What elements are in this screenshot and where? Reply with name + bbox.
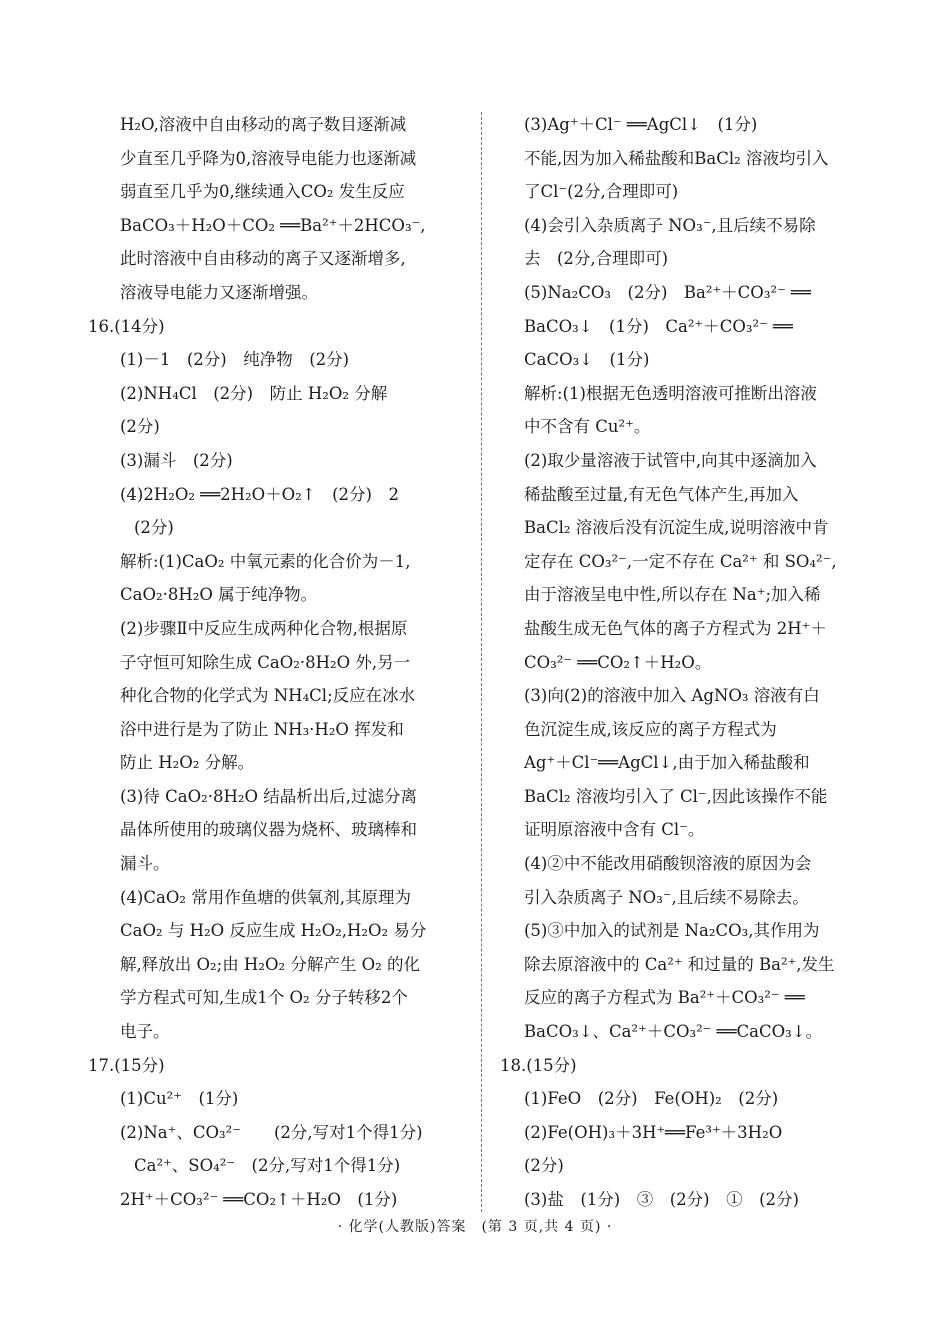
text-line: 解,释放出 O₂;由 H₂O₂ 分解产生 O₂ 的化 [120,954,420,974]
text-line: (3)漏斗 (2分) [120,450,233,470]
text-line: (2分) [120,417,160,437]
text-line: 定存在 CO₃²⁻,一定不存在 Ca²⁺ 和 SO₄²⁻, [524,551,837,571]
text-line: 晶体所使用的玻璃仪器为烧杯、玻璃棒和 [120,820,417,840]
text-line: 弱直至几乎为0,继续通入CO₂ 发生反应 [120,182,405,202]
text-line: (2)Fe(OH)₃＋3H⁺══Fe³⁺＋3H₂O [524,1122,783,1142]
text-line: BaCl₂ 溶液后没有沉淀生成,说明溶液中肯 [524,518,829,538]
text-line: (2)取少量溶液于试管中,向其中逐滴加入 [524,450,817,470]
text-line: BaCO₃＋H₂O＋CO₂ ══Ba²⁺＋2HCO₃⁻, [120,215,426,235]
text-line: (1)Cu²⁺ (1分) [120,1089,239,1109]
text-line: BaCl₂ 溶液均引入了 Cl⁻,因此该操作不能 [524,786,828,806]
text-line: CaCO₃↓ (1分) [524,350,650,370]
text-line: (5)③中加入的试剂是 Na₂CO₃,其作用为 [524,921,820,941]
text-line: 证明原溶液中含有 Cl⁻。 [524,820,705,840]
text-line: 由于溶液呈电中性,所以存在 Na⁺;加入稀 [524,585,821,605]
text-line: 色沉淀生成,该反应的离子方程式为 [524,719,777,739]
text-line: Ag⁺＋Cl⁻══AgCl↓,由于加入稀盐酸和 [524,753,810,773]
text-line: 漏斗。 [120,854,170,874]
text-line: 中不含有 Cu²⁺。 [524,417,651,437]
text-line: 浴中进行是为了防止 NH₃·H₂O 挥发和 [120,719,404,739]
text-line: 引入杂质离子 NO₃⁻,且后续不易除去。 [524,887,809,907]
text-line: 种化合物的化学式为 NH₄Cl;反应在冰水 [120,686,416,706]
text-line: CaO₂·8H₂O 属于纯净物。 [120,585,318,605]
right-column [500,108,864,1217]
left-column [88,108,462,1217]
question-heading-17: 17.(15分) [88,1055,165,1075]
analysis-line: 解析:(1)CaO₂ 中氧元素的化合价为－1, [120,551,411,571]
text-line: (4)CaO₂ 常用作鱼塘的供氧剂,其原理为 [120,887,411,907]
text-line: 不能,因为加入稀盐酸和BaCl₂ 溶液均引入 [524,148,829,168]
question-heading-16: 16.(14分) [88,316,165,336]
text-line: 稀盐酸至过量,有无色气体产生,再加入 [524,484,799,504]
text-line: 电子。 [120,1022,170,1042]
text-line: BaCO₃↓、Ca²⁺＋CO₃²⁻ ══CaCO₃↓。 [524,1022,823,1042]
text-line: 学方程式可知,生成1个 O₂ 分子转移2个 [120,988,408,1008]
text-line: 了Cl⁻(2分,合理即可) [524,182,679,202]
question-heading-18: 18.(15分) [500,1055,577,1075]
text-line: (2分) [524,1156,564,1176]
text-line: 反应的离子方程式为 Ba²⁺＋CO₃²⁻ ══ [524,988,805,1008]
text-line: 溶液导电能力又逐渐增强。 [120,282,318,302]
analysis-line: 解析:(1)根据无色透明溶液可推断出溶液 [524,383,817,403]
text-line: (4)会引入杂质离子 NO₃⁻,且后续不易除 [524,215,816,235]
text-line: (3)向(2)的溶液中加入 AgNO₃ 溶液有白 [524,686,820,706]
column-divider [481,112,482,1212]
text-line: 子守恒可知除生成 CaO₂·8H₂O 外,另一 [120,652,411,672]
text-line: (2分) [134,518,174,538]
text-line: (2)步骤Ⅱ中反应生成两种化合物,根据原 [120,618,408,638]
text-line: (1)FeO (2分) Fe(OH)₂ (2分) [524,1089,779,1109]
text-line: (5)Na₂CO₃ (2分) Ba²⁺＋CO₃²⁻ ══ [524,282,811,302]
text-line: (4)②中不能改用硝酸钡溶液的原因为会 [524,854,812,874]
text-line: (2)Na⁺、CO₃²⁻ (2分,写对1个得1分) [120,1122,423,1142]
text-line: H₂O,溶液中自由移动的离子数目逐渐减 [120,115,407,134]
text-line: (2)NH₄Cl (2分) 防止 H₂O₂ 分解 [120,383,388,403]
text-line: (3)待 CaO₂·8H₂O 结晶析出后,过滤分离 [120,786,417,806]
text-line: (3)盐 (1分) ③ (2分) ① (2分) [524,1190,799,1209]
text-line: (4)2H₂O₂ ══2H₂O＋O₂↑ (2分) 2 [120,484,399,504]
text-line: 去 (2分,合理即可) [524,249,669,269]
page-footer: · 化学(人教版)答案 (第 3 页,共 4 页) · [337,1219,613,1235]
text-line: 此时溶液中自由移动的离子又逐渐增多, [120,249,406,269]
text-line: (1)－1 (2分) 纯净物 (2分) [120,350,350,370]
text-line: 少直至几乎降为0,溶液导电能力也逐渐减 [120,148,417,168]
text-line: BaCO₃↓ (1分) Ca²⁺＋CO₃²⁻ ══ [524,316,793,336]
text-line: 2H⁺＋CO₃²⁻ ══CO₂↑＋H₂O (1分) [120,1190,398,1209]
text-line: 除去原溶液中的 Ca²⁺ 和过量的 Ba²⁺,发生 [524,954,835,974]
text-line: 防止 H₂O₂ 分解。 [120,753,255,773]
text-line: Ca²⁺、SO₄²⁻ (2分,写对1个得1分) [134,1156,401,1176]
text-line: CO₃²⁻ ══CO₂↑＋H₂O。 [524,652,712,672]
text-line: (3)Ag⁺＋Cl⁻ ══AgCl↓ (1分) [524,115,758,134]
text-line: CaO₂ 与 H₂O 反应生成 H₂O₂,H₂O₂ 易分 [120,921,427,941]
text-line: 盐酸生成无色气体的离子方程式为 2H⁺＋ [524,618,827,638]
